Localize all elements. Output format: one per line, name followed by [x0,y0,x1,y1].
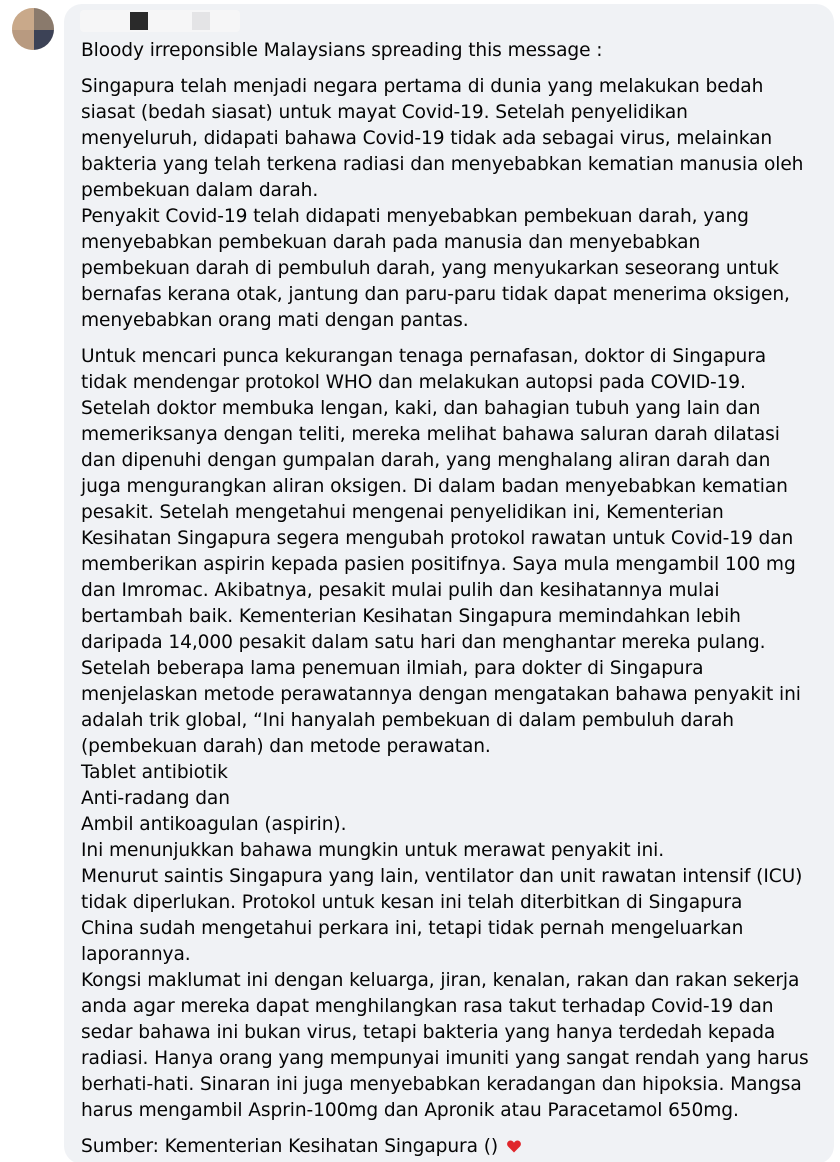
source-text: Sumber: Kementerian Kesihatan Singapura () [81,1136,499,1157]
redaction-block [192,12,210,30]
avatar-segment [12,8,34,30]
avatar-segment [34,30,54,50]
redaction-block [130,12,148,30]
author-name-redacted[interactable] [80,10,240,32]
comment-paragraph-1: Singapura telah menjadi negara pertama di dunia yang melakukan bedah siasat (bedah siasat) untuk mayat Covid-19. Setelah penyelidikan menyeluruh, didapati bahawa Covid-19 tidak ada sebagai virus, melainkan bakteria yang telah terkena radiasi dan menyebabkan kematian manusia oleh pembekuan dalam darah. Penyakit Covid-19 telah didapati menyebabkan pembekuan darah, yang menyebabkan pembekuan darah pada manusia dan menyebabkan pembekuan darah di pembuluh darah, yang menyukarkan seseorang untuk bernafas kerana otak, jantung dan paru-paru tidak dapat menerima oksigen, menyebabkan orang mati dengan pantas. [81,76,804,331]
avatar-segment [12,30,34,50]
red-heart-icon [506,1138,522,1154]
comment-paragraph-2: Untuk mencari punca kekurangan tenaga pernafasan, doktor di Singapura tidak mendengar protokol WHO dan melakukan autopsi pada COVID-19. Setelah doktor membuka lengan, kaki, dan bahagian tubuh yang lain dan memeriksanya dengan teliti, mereka melihat bahawa saluran darah dilatasi dan dipenuhi dengan gumpalan darah, yang menghalang aliran darah dan juga mengurangkan aliran oksigen. Di dalam badan menyebabkan kematian pesakit. Setelah mengetahui mengenai penyelidikan ini, Kementerian Kesihatan Singapura segera mengubah protokol rawatan untuk Covid-19 dan memberikan aspirin kepada pasien positifnya. Saya mula mengambil 100 mg dan Imromac. Akibatnya, pesakit mulai pulih dan kesihatannya mulai bertambah baik. Kementerian Kesihatan Singapura memindahkan lebih daripada 14,000 pesakit dalam satu hari dan menghantar mereka pulang. Setelah beberapa lama penemuan ilmiah, para dokter di Singapura menjelaskan metode perawatannya dengan mengatakan bahawa penyakit ini adalah trik global, “Ini hanyalah pembekuan di dalam pembuluh darah (pembekuan darah) dan metode perawatan. Tablet antibiotik Anti-radang dan Ambil antikoagulan (aspirin). Ini menunjukkan bahawa mungkin untuk merawat penyakit ini. Menurut saintis Singapura yang lain, ventilator dan unit rawatan intensif (ICU) tidak diperlukan. Protokol untuk kesan ini telah diterbitkan di Singapura China sudah mengetahui perkara ini, tetapi tidak pernah mengeluarkan laporannya. Kongsi maklumat ini dengan keluarga, jiran, kenalan, rakan dan rakan sekerja anda agar mereka dapat menghilangkan rasa takut terhadap Covid-19 dan sedar bahawa ini bukan virus, tetapi bakteria yang hanya terdedah kepada radiasi. Hanya orang yang mempunyai imuniti yang sangat rendah yang harus berhati-hati. Sinaran ini juga menyebabkan keradangan dan hipoksia. Mangsa harus mengambil Asprin-100mg dan Apronik atau Paracetamol 650mg. [81,346,809,1121]
avatar-segment [34,8,54,30]
comment-intro: Bloody irreponsible Malaysians spreading this message : [81,40,603,61]
comment-source-line [81,1134,831,1160]
avatar[interactable] [12,8,54,50]
